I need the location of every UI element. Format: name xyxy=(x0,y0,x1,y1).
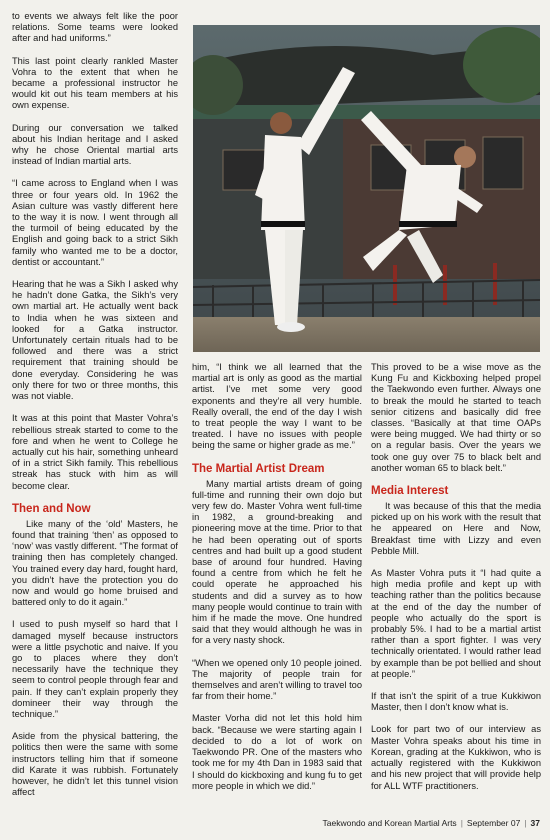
section-heading-media-interest: Media Interest xyxy=(371,485,449,498)
paragraph: Look for part two of our interview as Master Vohra speaks about his time in Korean, grading at the Kukkiwon, who is actually registered with the Kukkiwon and his new project that will provide help for ALL WTF practitioners. xyxy=(371,724,541,791)
photo-illustration xyxy=(193,25,540,352)
page-number: 37 xyxy=(530,818,540,828)
paragraph: to events we always felt like the poor relations. Some teams were looked after and had uniforms.” xyxy=(12,11,178,44)
page-footer xyxy=(0,814,540,832)
paragraph: I used to push myself so hard that I damaged myself because instructors were a little psychotic and naive. If you go to places where they don’t necessarily have the technique they seem to control people through fear and pain. If they can’t explain properly they domineer their way through the technique.” xyxy=(12,619,178,719)
paragraph: “I came across to England when I was three or four years old. In 1962 the Asian culture was vastly different here to the way it is now. I went through all the turmoil of being educated by the English and going back to a strict Sikh family who wanted me to be a doctor, dentist or accountant.” xyxy=(12,178,178,267)
paragraph: Many martial artists dream of going full-time and running their own dojo but very few do. Master Vohra went full-time in 1982, a ground-breaking and pioneering move at the time. Prior to that he had been operating out of sports centres and had built up a good student base of around four hundred. Having found a centre from which he felt he could operate he approached his students and did a survey as to how many people would continue to train with him if he made the move. One hundred said that they would although he was in for a very nasty shock. xyxy=(192,478,362,646)
paragraph: Hearing that he was a Sikh I asked why he hadn’t done Gatka, the Sikh’s very own martial art. He actually went back to India when he was sixteen and looked for a Gatka instructor. Unfortunately certain rituals had to be followed and there was a strict requirement that training should be done everyday. Considering he was only there for two or three months, this was not viable. xyxy=(12,279,178,402)
section-heading-martial-artist-dream: The Martial Artist Dream xyxy=(192,462,325,475)
column-1 xyxy=(12,11,178,811)
paragraph: Master Vorha did not let this hold him back. “Because we were starting again I decided to do a lot of work on Taekwondo PR. One of the masters who took me for my 4th Dan in 1983 said that I should do kickboxing and kung fu to get more people in which we did.” xyxy=(192,713,362,791)
martial-arts-photo xyxy=(193,25,540,352)
paragraph: This proved to be a wise move as the Kung Fu and Kickboxing helped propel the Taekwondo even further. Always one to break the mould he started to teach senior citizens and basically did free classes. “Basically at that time OAPs were being mugged. We had thirty or so on a regular basis. Over the years we took one guy over 75 to black belt and another woman 65 to black belt.” xyxy=(371,362,541,473)
issue-date: September 07 xyxy=(466,818,521,828)
column-2 xyxy=(192,362,362,812)
paragraph: Like many of the ‘old’ Masters, he found that training ‘then’ as opposed to ‘now’ was vastly different. “The format of training then has completely changed. You trained every day hard, fought hard, you didn’t have the protection you do now and would go home bruised and battered only to do it again.” xyxy=(12,518,178,608)
paragraph: As Master Vohra puts it “I had quite a high media profile and kept up with teaching rather than the politics because at the end of the day the number of people who actually do the sport is probably 5%. I had to be a martial artist rather than a sport fighter. I was very technically orientated. I would rather lead by example than be pot bellied and shout at people.” xyxy=(371,568,541,679)
column-3 xyxy=(371,362,541,812)
footer-separator: | xyxy=(524,818,527,828)
paragraph: If that isn’t the spirit of a true Kukkiwon Master, then I don’t know what is. xyxy=(371,691,541,713)
paragraph: This last point clearly rankled Master Vohra to the extent that when he became a professional instructor he would kit out his team members at his own expense. xyxy=(12,55,178,111)
paragraph: “When we opened only 10 people joined. The majority of people train for themselves and aren’t willing to travel too far from their home.” xyxy=(192,657,363,702)
paragraph: During our conversation we talked about his Indian heritage and I asked why he chose Oriental martial arts instead of Indian martial arts. xyxy=(12,122,178,167)
footer-separator: | xyxy=(460,818,463,828)
paragraph: him, “I think we all learned that the martial art is only as good as the martial artist. I’ve met some very good exponents and they’re all very humble. Really overall, the end of the day I wish to treat people the way I want to be treated. I have no issues with people being the same or higher grade as me.” xyxy=(192,362,362,451)
magazine-name: Taekwondo and Korean Martial Arts xyxy=(322,818,457,828)
paragraph: It was at this point that Master Vohra’s rebellious streak started to come to the fore and when he went to College he actually cut his hair, something unheard of in a strict Sikh family. This rebellious streak has stuck with him as will become clear. xyxy=(12,413,178,491)
section-heading-then-and-now: Then and Now xyxy=(12,502,91,515)
paragraph: Aside from the physical battering, the politics then were the same with some instructors telling him that if someone did Karate it was rubbish. Fortunately however, he didn’t let this tunnel vision affect xyxy=(12,731,178,798)
paragraph: It was because of this that the media picked up on his work with the result that he appeared on Here and Now, Breakfast time with Lizzy and even Pebble Mill. xyxy=(371,501,541,556)
